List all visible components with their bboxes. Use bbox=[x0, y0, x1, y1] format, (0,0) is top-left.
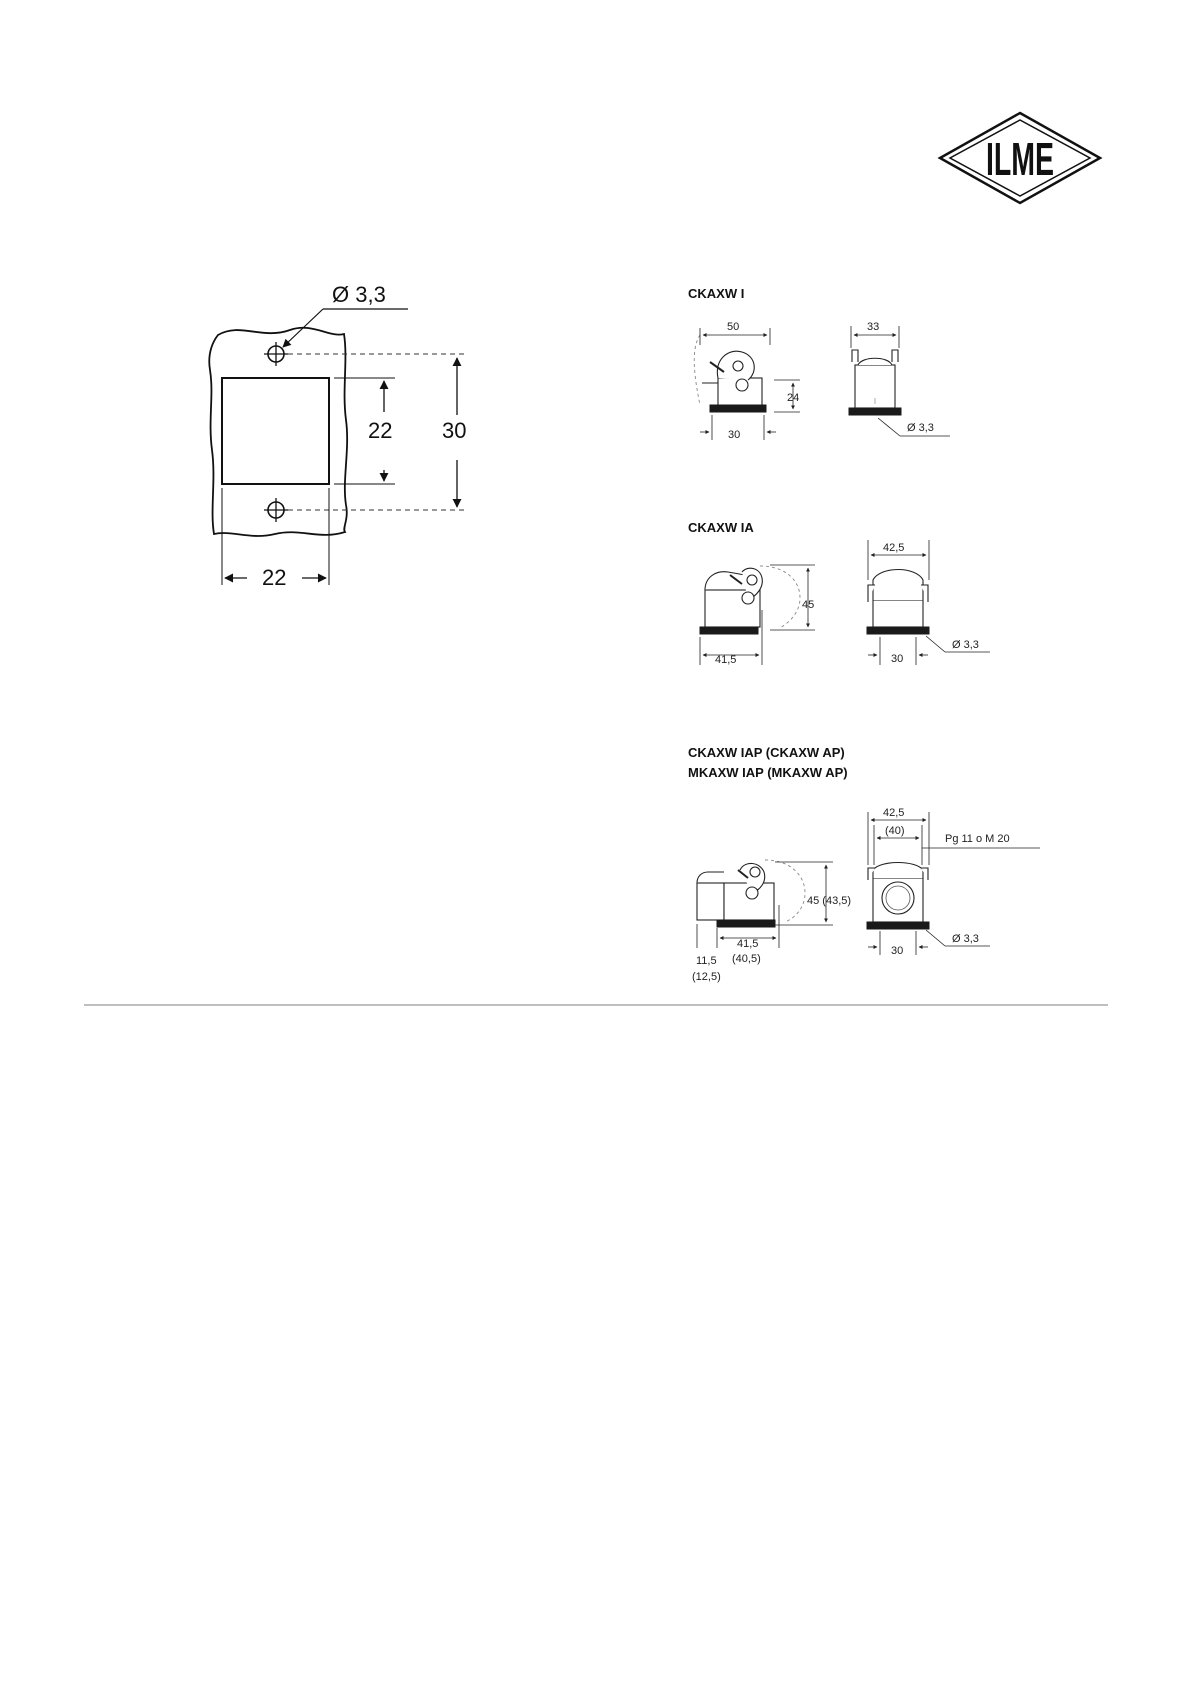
dim-entry-len: 11,5 bbox=[696, 955, 717, 967]
dim-thread: Pg 11 o M 20 bbox=[945, 833, 1010, 845]
dim-base-side: 41,5 bbox=[715, 654, 737, 666]
dim-base-side-alt: (40,5) bbox=[732, 953, 761, 965]
front-view bbox=[867, 540, 990, 665]
dim-width-front: 42,5 bbox=[883, 542, 905, 554]
front-view bbox=[867, 807, 1040, 957]
front-view bbox=[849, 321, 950, 436]
ilme-logo bbox=[940, 113, 1100, 203]
variant-ckaxw-i bbox=[688, 286, 950, 441]
dim-base-side: 41,5 bbox=[737, 938, 759, 950]
dim-hole: Ø 3,3 bbox=[952, 933, 979, 945]
dim-width-front: 33 bbox=[867, 321, 880, 333]
dim-width-side: 50 bbox=[727, 321, 740, 333]
dim-base-front: 30 bbox=[891, 653, 904, 665]
dim-base-front: 30 bbox=[891, 945, 904, 957]
dim-entry-len-alt: (12,5) bbox=[692, 971, 721, 983]
dim-height: 45 bbox=[802, 599, 815, 611]
dim-hole: Ø 3,3 bbox=[952, 639, 979, 651]
dim-width: 22 bbox=[262, 565, 287, 590]
dim-hole-spacing: 30 bbox=[442, 418, 467, 443]
variant-ckaxw-ia bbox=[688, 520, 990, 666]
hole-diameter-label: Ø 3,3 bbox=[332, 282, 386, 307]
side-view bbox=[700, 565, 815, 666]
side-view bbox=[694, 321, 800, 441]
side-view bbox=[692, 860, 851, 983]
panel-cutout-drawing bbox=[209, 282, 466, 590]
variant-title: CKAXW IA bbox=[688, 520, 754, 535]
dim-hole: Ø 3,3 bbox=[907, 422, 934, 434]
dim-height: 24 bbox=[787, 392, 800, 404]
variant-title: CKAXW I bbox=[688, 286, 745, 301]
dim-base-side: 30 bbox=[728, 429, 741, 441]
hole-bottom bbox=[264, 498, 288, 522]
dim-width-front-alt: (40) bbox=[885, 825, 905, 837]
variant-ckaxw-iap bbox=[688, 745, 1040, 983]
logo-text: ILME bbox=[985, 134, 1055, 186]
dim-height: 45 (43,5) bbox=[807, 895, 852, 907]
dim-inner-height: 22 bbox=[368, 418, 393, 443]
cutout-rect bbox=[222, 378, 329, 484]
variant-title-line2: MKAXW IAP (MKAXW AP) bbox=[688, 765, 848, 780]
dim-width-front: 42,5 bbox=[883, 807, 905, 819]
variant-title-line1: CKAXW IAP (CKAXW AP) bbox=[688, 745, 845, 760]
